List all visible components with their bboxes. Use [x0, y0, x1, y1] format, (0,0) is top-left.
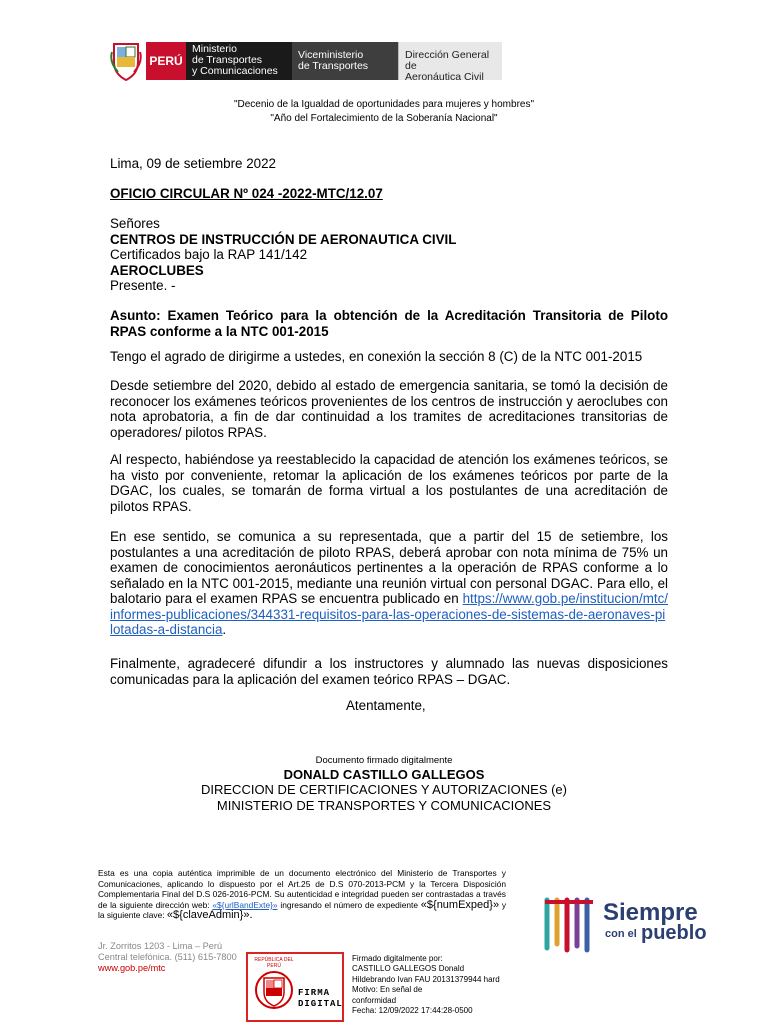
- addressee-aeroclubs: AEROCLUBES: [110, 262, 204, 278]
- paragraph-3: Al respecto, habiéndose ya reestablecido la capacidad de atención los exámenes teóricos, se ha visto por conveniente, retomar la aplicación de los exámenes teóricos por parte de la DGAC, los cuales, se tomarán de forma virtual a los postulantes de una acreditación de pilotos RPAS.: [110, 452, 668, 514]
- clave-prefix: y la siguiente clave:: [98, 899, 507, 921]
- addressee-name: CENTROS DE INSTRUCCIÓN DE AERONAUTICA CIVIL: [110, 231, 457, 247]
- expediente-placeholder: «${numExped}»: [420, 898, 500, 911]
- signer-institution: MINISTERIO DE TRANSPORTES Y COMUNICACIONES: [216, 798, 552, 813]
- website-link[interactable]: www.gob.pe/mtc: [98, 963, 166, 973]
- signature-date: Fecha: 12/09/2022 17:44:28-0500: [352, 1006, 473, 1016]
- signed-by-name: CASTILLO GALLEGOS Donald: [352, 964, 465, 974]
- signature-reason-2: conformidad: [352, 995, 397, 1005]
- clave-placeholder: «${claveAdmin}».: [166, 909, 253, 922]
- ministry-label: Ministerio de Transportes y Comunicaciones: [186, 42, 292, 80]
- decenio-line-1: "Decenio de la Igualdad de oportunidades para mujeres y hombres": [233, 99, 535, 110]
- letterhead: [108, 36, 500, 84]
- paragraph-4-end: .: [222, 622, 227, 637]
- brand-logo: [543, 896, 713, 954]
- country-badge: PERÚ: [146, 42, 186, 80]
- phone-line: Central telefónica. (511) 615-7800: [98, 952, 237, 962]
- figures-icon: [543, 896, 599, 954]
- paragraph-1: Tengo el agrado de dirigirme a ustedes, en conexión la sección 8 (C) de la NTC 001-2015: [110, 349, 643, 364]
- addressee-present: Presente. -: [110, 278, 176, 293]
- signer-title: DIRECCION DE CERTIFICACIONES Y AUTORIZACIONES (e): [201, 782, 567, 797]
- authenticity-text: Esta es una copia auténtica imprimible de un documento electrónico del Ministerio de Transportes y Comunicaciones, aplicando lo dispuesto por el Art.25 de D.S 070-2013-PCM y la Tercera Disposición Complementaria Final del D.S 026-2016-PCM. Su autenticidad e integridad pueden ser contrastadas a través de la siguiente dirección web:: [98, 868, 506, 910]
- brand-word-3: pueblo: [641, 922, 707, 944]
- paragraph-4-text: En ese sentido, se comunica a su representada, que a partir del 15 de setiembre, los postulantes a una acreditación de piloto RPAS, deberá aprobar con nota mínima de 75% un examen de conocimientos aeronáuticos pertinentes a la operación de RPAS conforme a lo señalado en la NTC 001-2015, mediante una reunión virtual con personal DGAC. Para ello, el balotario para el examen RPAS se encuentra publicado en: [110, 529, 668, 606]
- paragraph-2: Desde setiembre del 2020, debido al estado de emergencia sanitaria, se tomó la decisión de reconocer los exámenes teóricos provenientes de los centros de instrucción y aeroclubes con nota aprobatoria, a fin de dar continuidad a los tramites de acreditaciones transitorias de operadores/ pilotos RPAS.: [110, 378, 668, 440]
- digital-signature-seal: [246, 952, 344, 1022]
- seal-label: FIRMA DIGITAL: [298, 988, 343, 1009]
- addressee-salutation: Señores: [110, 216, 160, 231]
- letter-reference: OFICIO CIRCULAR Nº 024 -2022-MTC/12.07: [110, 186, 383, 201]
- signed-by-id: Hildebrando Ivan FAU 20131379944 hard: [352, 974, 500, 984]
- addressee-certification: Certificados bajo la RAP 141/142: [110, 247, 308, 262]
- digital-signature-note: Documento firmado digitalmente: [315, 755, 453, 766]
- decenio-line-2: "Año del Fortalecimiento de la Soberanía Nacional": [270, 113, 498, 124]
- direction-label: Dirección General de Aeronáutica Civil: [398, 42, 502, 80]
- coat-of-arms-icon: [108, 38, 144, 82]
- seal-coat-of-arms-icon: [254, 964, 294, 1016]
- signer-name: DONALD CASTILLO GALLEGOS: [283, 767, 485, 782]
- authenticity-text-2: ingresando el número de expediente: [280, 899, 419, 910]
- letter-date: Lima, 09 de setiembre 2022: [110, 156, 276, 171]
- paragraph-5: Finalmente, agradeceré difundir a los instructores y alumnado las nuevas disposiciones comunicadas para la aplicación del examen teórico RPAS – DGAC.: [110, 656, 668, 687]
- closing: Atentamente,: [346, 698, 426, 713]
- letter-subject: Asunto: Examen Teórico para la obtención de la Acreditación Transitoria de Piloto RPAS conforme a la NTC 001-2015: [110, 308, 668, 339]
- address-line: Jr. Zorritos 1203 - Lima – Perú: [98, 941, 223, 951]
- decenio-mottos: [0, 98, 768, 126]
- publication-link[interactable]: https://www.gob.pe/institucion/mtc/informes-publicaciones/344331-requisitos-para-las-operaciones-de-sistemas-de-aeronaves-pilotadas-a-distancia: [110, 591, 668, 637]
- vice-ministry-label: Viceministerio de Transportes: [292, 42, 398, 80]
- signature-metadata: [352, 954, 552, 1016]
- authenticity-url[interactable]: «${urlBandExte}»: [212, 899, 278, 910]
- brand-word-2: con el: [605, 928, 637, 940]
- seal-country-text: REPÚBLICA DEL PERÚ: [254, 957, 294, 969]
- signed-by-label: Firmado digitalmente por:: [352, 954, 443, 963]
- brand-word-1: Siempre: [603, 899, 698, 926]
- address-block: [98, 941, 237, 974]
- signature-reason: Motivo: En señal de: [352, 985, 423, 995]
- paragraph-4: [110, 529, 668, 638]
- authenticity-note: [98, 868, 506, 921]
- addressee: [110, 216, 668, 294]
